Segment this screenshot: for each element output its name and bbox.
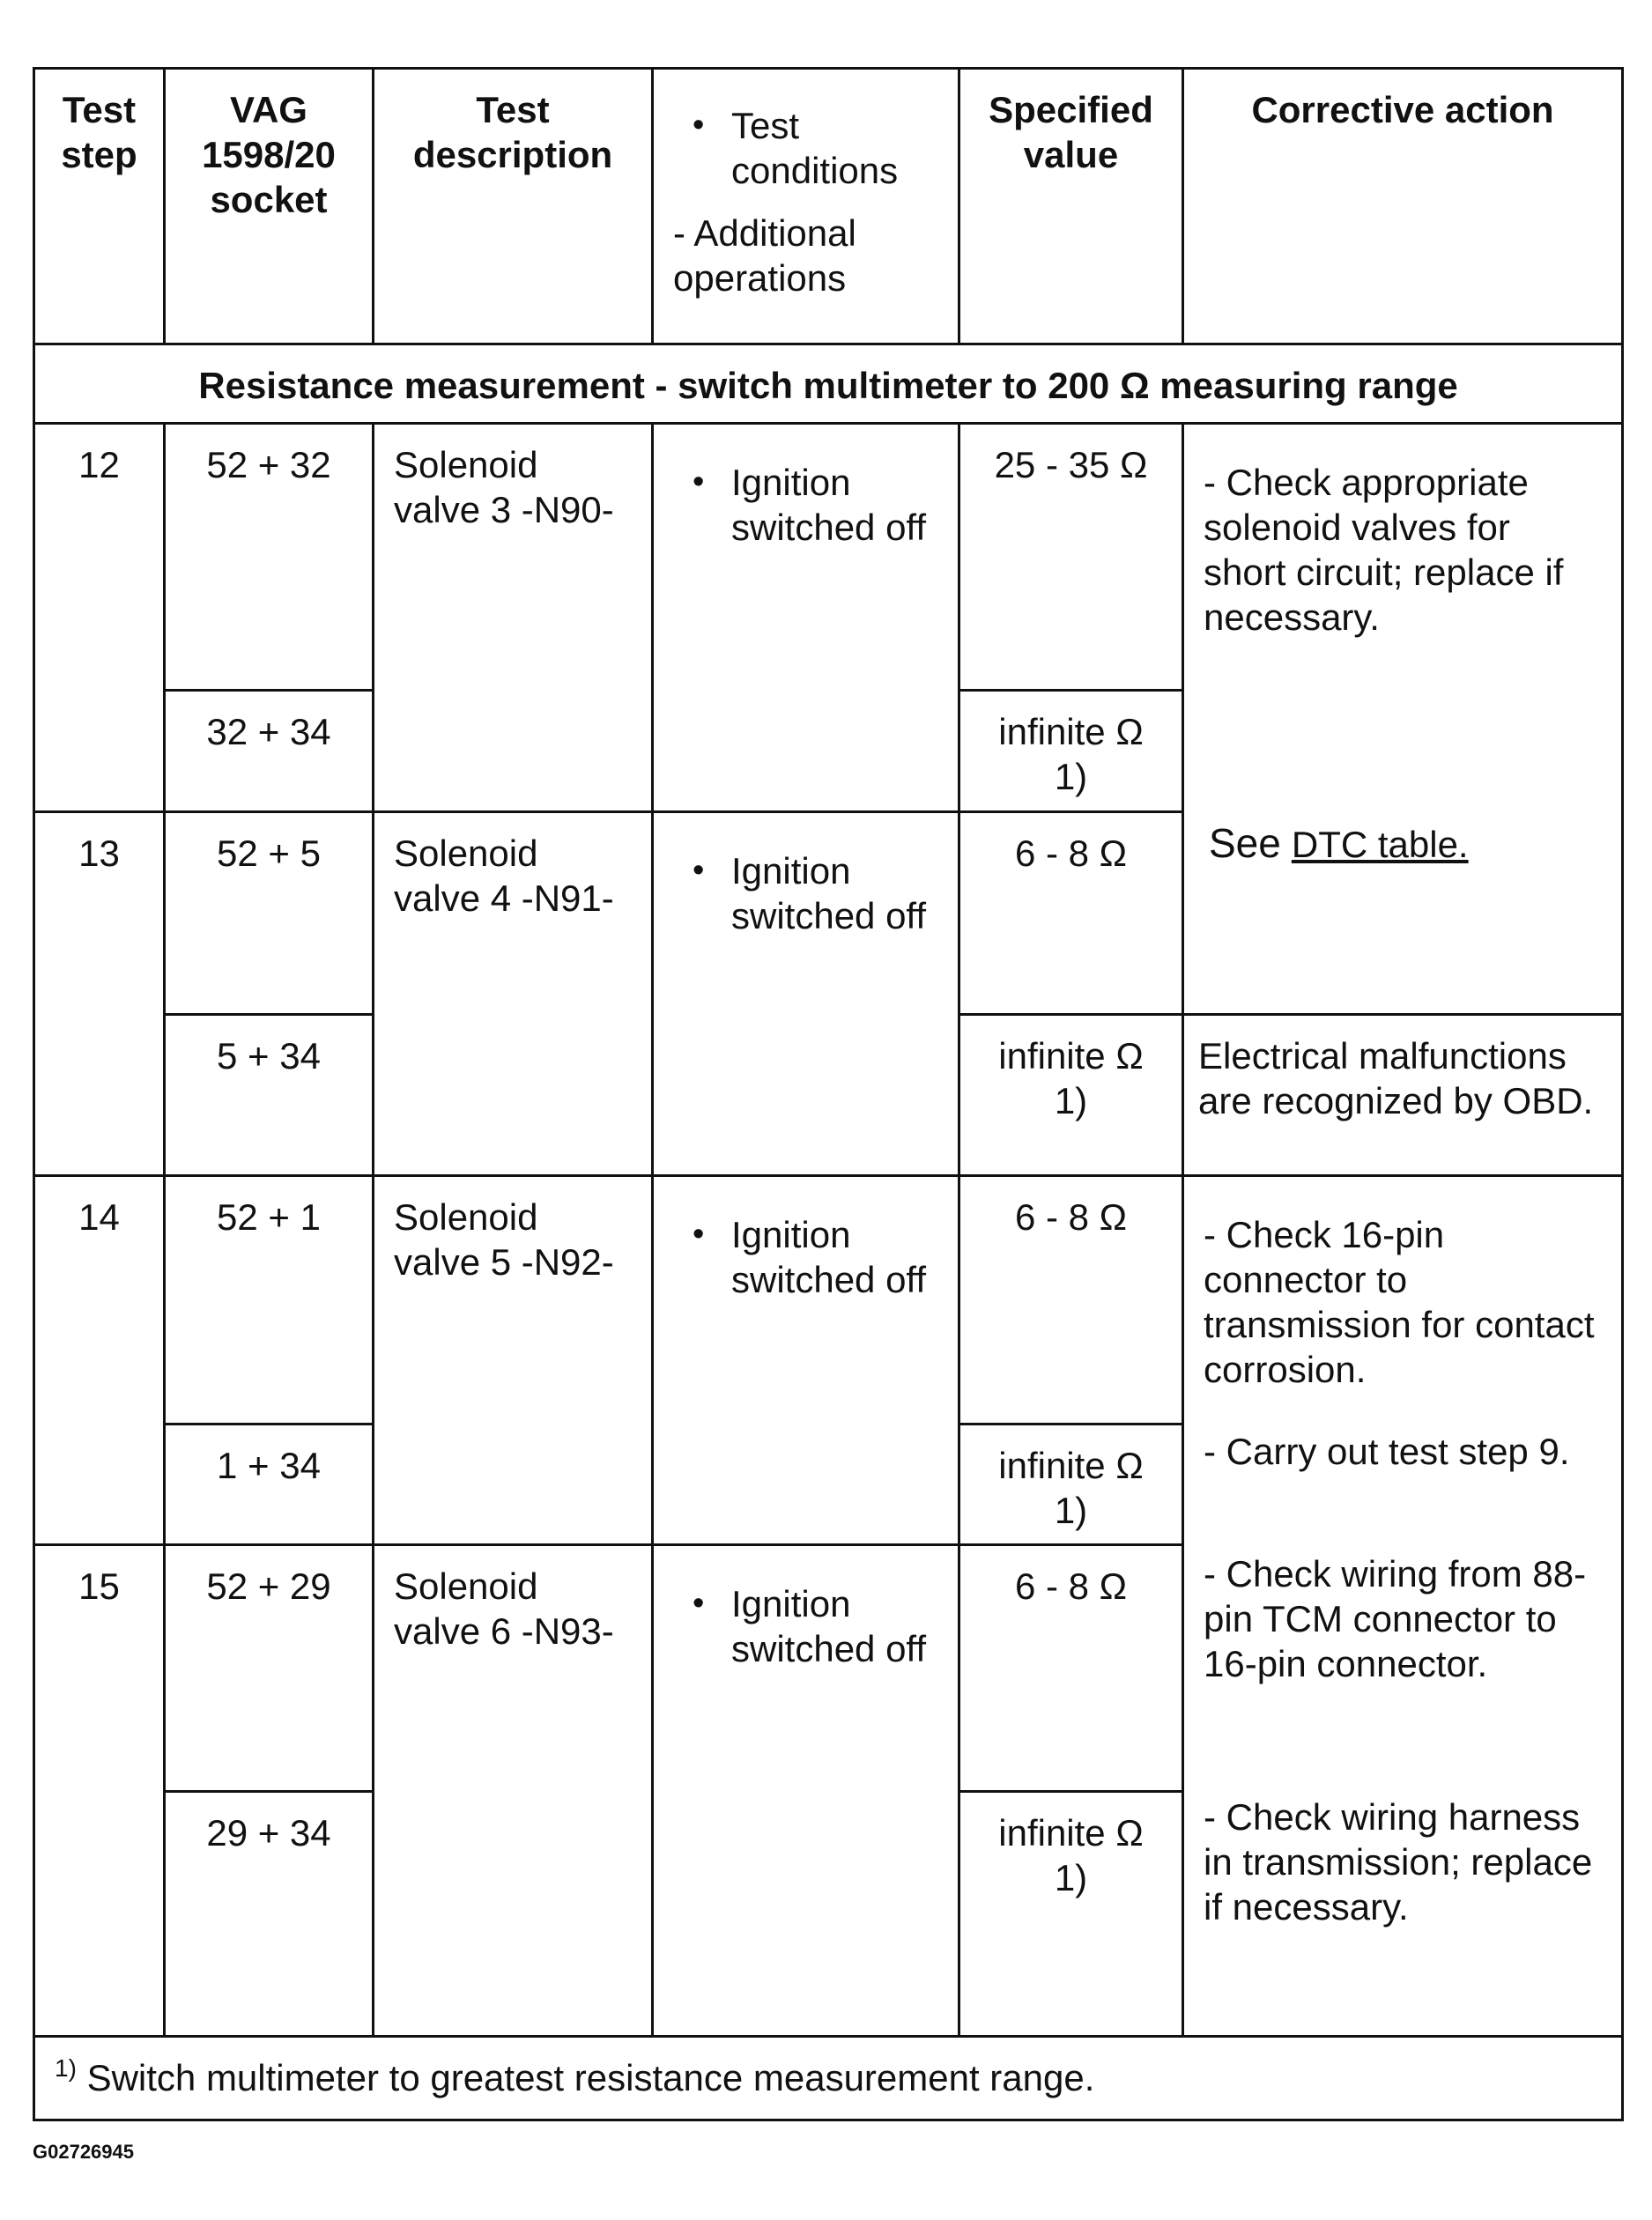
socket-pair: 5 + 34 (165, 1015, 374, 1176)
see-dtc-reference (1209, 819, 1469, 867)
test-description: Solenoid valve 3 -N90- (374, 423, 653, 812)
bullet-icon: • (693, 107, 705, 144)
bullet-icon: • (693, 462, 705, 500)
specified-value: 6 - 8 Ω (959, 812, 1183, 1015)
test-condition (653, 1175, 959, 1545)
socket-pair: 52 + 1 (165, 1175, 374, 1424)
socket-pair: 32 + 34 (165, 690, 374, 812)
corrective-text: - Check 16-pin connector to transmission for contact corrosion. (1204, 1213, 1595, 1390)
test-condition-text: Ignition switched off (731, 1213, 927, 1300)
specified-value: 6 - 8 Ω (959, 1175, 1183, 1424)
corrective-text: - Carry out test step 9. (1204, 1430, 1570, 1472)
socket-pair: 29 + 34 (165, 1791, 374, 2036)
socket-pair: 52 + 32 (165, 423, 374, 690)
bullet-icon: • (693, 1215, 705, 1253)
test-condition (653, 1545, 959, 2036)
specified-value: 6 - 8 Ω (959, 1545, 1183, 1791)
header-row (34, 69, 1623, 344)
corrective-action-cell (1183, 423, 1623, 1015)
specified-value: 25 - 35 Ω (959, 423, 1183, 690)
specified-value: infinite Ω 1) (959, 1791, 1183, 2036)
see-label: See (1209, 820, 1281, 866)
step-number: 12 (34, 423, 165, 812)
corrective-text: - Check wiring harness in transmission; replace if necessary. (1204, 1795, 1593, 1928)
footnote-row (34, 2036, 1623, 2120)
socket-pair: 52 + 5 (165, 812, 374, 1015)
socket-pair: 52 + 29 (165, 1545, 374, 1791)
footnote (34, 2036, 1623, 2120)
test-condition (653, 423, 959, 812)
socket-pair: 1 + 34 (165, 1424, 374, 1545)
test-condition (653, 812, 959, 1176)
corrective-action-cell (1183, 1175, 1623, 2036)
test-table-container (33, 67, 1621, 2121)
corrective-text: Electrical malfunctions are recognized by OBD. (1198, 1035, 1594, 1122)
test-description: Solenoid valve 6 -N93- (374, 1545, 653, 2036)
step-number: 13 (34, 812, 165, 1176)
test-table (33, 67, 1624, 2121)
header-conditions-bullet: Test conditions (731, 105, 899, 191)
test-description: Solenoid valve 5 -N92- (374, 1175, 653, 1545)
corrective-text: - Check appropriate solenoid valves for short circuit; replace if necessary. (1204, 461, 1564, 638)
test-condition-text: Ignition switched off (731, 461, 927, 548)
test-condition-text: Ignition switched off (731, 1583, 927, 1670)
footnote-mark: 1) (55, 2054, 77, 2082)
header-test-step: Test step (34, 69, 165, 344)
corrective-text: - Check wiring from 88-pin TCM connector to 16-pin connector. (1204, 1552, 1587, 1684)
bullet-icon: • (693, 852, 705, 890)
specified-value: infinite Ω 1) (959, 1424, 1183, 1545)
step-number: 14 (34, 1175, 165, 1545)
specified-value: infinite Ω 1) (959, 690, 1183, 812)
figure-id: G02726945 (33, 2141, 134, 2163)
header-socket: VAG 1598/20 socket (165, 69, 374, 344)
footnote-text: Switch multimeter to greatest resistance measurement range. (76, 2056, 1095, 2098)
test-description: Solenoid valve 4 -N91- (374, 812, 653, 1176)
step-number: 15 (34, 1545, 165, 2036)
bullet-icon: • (693, 1585, 705, 1623)
header-conditions-extra: - Additional operations (673, 212, 856, 299)
header-conditions (653, 69, 959, 344)
dtc-table-link[interactable]: DTC table. (1291, 824, 1469, 865)
header-specified-value: Specified value (959, 69, 1183, 344)
section-title: Resistance measurement - switch multimeter to 200 Ω measuring range (34, 344, 1623, 423)
specified-value: infinite Ω 1) (959, 1015, 1183, 1176)
header-corrective-action: Corrective action (1183, 69, 1623, 344)
section-row (34, 344, 1623, 423)
header-description: Test description (374, 69, 653, 344)
corrective-action-cell (1183, 1015, 1623, 1176)
test-condition-text: Ignition switched off (731, 850, 927, 937)
table-row (34, 1175, 1623, 1424)
table-row (34, 423, 1623, 690)
